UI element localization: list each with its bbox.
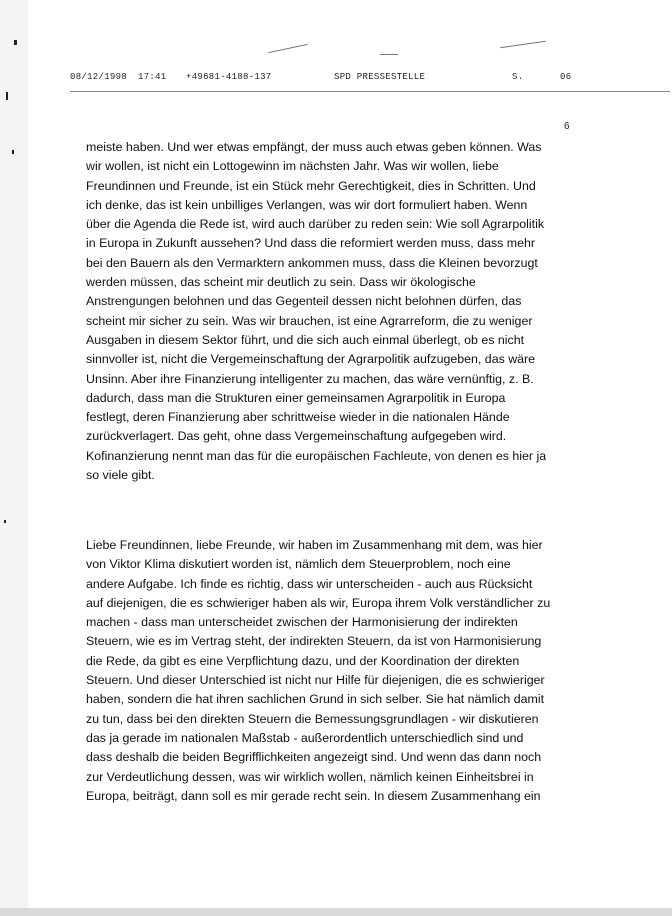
paragraph-1 (86, 138, 646, 485)
text-line: von Viktor Klima diskutiert worden ist, nämlich dem Steuerproblem, noch eine (86, 557, 511, 572)
text-line: Anstrengungen belohnen und das Gegenteil dessen nicht belohnen dürfen, das (86, 294, 522, 309)
text-line: auf diejenigen, die es schwieriger haben als wir, Europa ihrem Volk verständlicher zu (86, 595, 551, 610)
text-line: festlegt, deren Finanzierung aber schrittweise wieder in die nationalen Hände (86, 410, 510, 425)
text-line: sinnvoller ist, nicht die Vergemeinschaftung der Agrarpolitik aufzugeben, das wäre (86, 352, 536, 367)
text-line: Steuern. Und dieser Unterschied ist nicht nur Hilfe für diejenigen, die es schwieriger (86, 673, 545, 688)
text-line: die Rede, da gibt es eine Verpflichtung dazu, und der Koordination der direkten (86, 653, 520, 668)
text-line: so viele gibt. (86, 468, 155, 483)
text-line: das ja gerade im nationalen Maßstab - außerordentlich unterschiedlich sind und (86, 730, 524, 745)
text-line: Unsinn. Aber ihre Finanzierung intelligenter zu machen, das wäre vernünftig, z. B. (86, 371, 534, 386)
scan-left-margin (0, 0, 28, 916)
text-line: werden müssen, das scheint mir deutlich zu sein. Dass wir ökologische (86, 275, 476, 290)
text-line: Liebe Freundinnen, liebe Freunde, wir haben im Zusammenhang mit dem, was hier (86, 538, 543, 552)
scan-handmark (268, 44, 307, 53)
text-line: Kofinanzierung nennt man das für die europäischen Fachleute, von denen es hier ja (86, 448, 547, 463)
text-line: über die Agenda die Rede ist, wird auch darüber zu reden sein: Wie soll Agrarpolitik (86, 217, 545, 232)
text-line: machen - dass man unterscheidet zwischen der Harmonisierung der indirekten (86, 615, 518, 630)
scan-speck (12, 150, 14, 154)
text-line: wir wollen, ist nicht ein Lottogewinn im nächsten Jahr. Was wir wollen, liebe (86, 159, 499, 174)
text-line: dass deshalb die beiden Begrifflichkeiten angezeigt sind. Und wenn das dann noch (86, 750, 542, 765)
scan-bottom-edge (0, 908, 672, 916)
text-line: zu tun, dass bei den direkten Steuern die Bemessungsgrundlagen - wir diskutieren (86, 711, 539, 726)
text-line: haben, sondern die hat ihren sachlichen Grund in sich selber. Sie hat nämlich damit (86, 692, 545, 707)
text-line: ich denke, das ist kein unbilliges Verlangen, was wir dort formuliert haben. Wenn (86, 197, 528, 212)
text-line: Steuern, wie es im Vertrag steht, der indirekten Steuern, da ist von Harmonisierung (86, 634, 542, 649)
fax-sender: SPD PRESSESTELLE (334, 72, 426, 82)
paragraph-2 (86, 536, 646, 806)
fax-header-rule (70, 91, 670, 92)
page-number: 6 (564, 121, 570, 132)
text-line: scheint mir sicher zu sein. Was wir brauchen, ist eine Agrarreform, die zu weniger (86, 313, 533, 328)
text-line: zurückverlagert. Das geht, ohne dass Vergemeinschaftung aufgegeben wird. (86, 429, 507, 444)
fax-time: 17:41 (138, 72, 167, 82)
text-line: meiste haben. Und wer etwas empfängt, der muss auch etwas geben können. Was (86, 140, 542, 154)
text-line: in Europa in Zukunft aussehen? Und dass die reformiert werden muss, dass mehr (86, 236, 536, 251)
scan-speck (4, 520, 6, 523)
text-line: Ausgaben in diesem Sektor führt, und die sich auch einmal überlegt, ob es nicht (86, 332, 525, 347)
scan-handmark (380, 54, 398, 55)
scan-speck (14, 40, 17, 45)
fax-phone: +49681-4188-137 (186, 72, 272, 82)
fax-page-value: 06 (560, 72, 572, 82)
text-line: dadurch, dass man die Strukturen einer gemeinsamen Agrarpolitik in Europa (86, 390, 506, 405)
scan-handmark (500, 41, 546, 48)
scan-speck (6, 92, 8, 100)
text-line: Europa, beiträgt, dann soll es mir gerade recht sein. In diesem Zusammenhang ein (86, 788, 541, 803)
text-line: zur Verdeutlichung dessen, was wir wirklich wollen, nämlich keinen Einheitsbrei in (86, 769, 534, 784)
fax-header (0, 72, 672, 88)
text-line: Freundinnen und Freunde, ist ein Stück mehr Gerechtigkeit, dies in Schritten. Und (86, 178, 536, 193)
fax-date: 08/12/1998 (70, 72, 128, 82)
text-line: andere Aufgabe. Ich finde es richtig, dass wir unterscheiden - auch aus Rücksicht (86, 576, 533, 591)
text-line: bei den Bauern als den Vermarktern ankommen muss, dass die Kleinen bevorzugt (86, 255, 538, 270)
fax-page-label: S. (512, 72, 524, 82)
